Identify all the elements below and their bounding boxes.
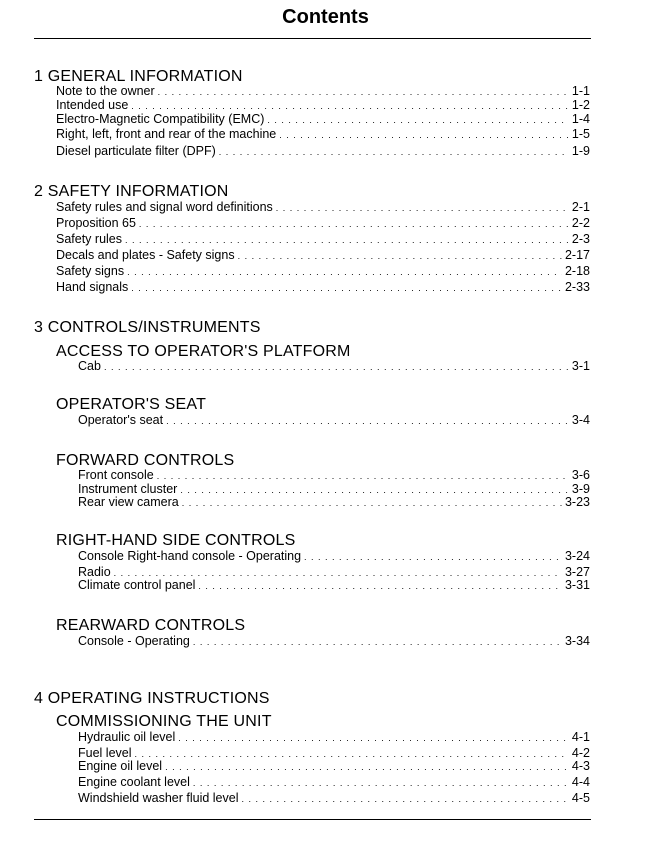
toc-entry[interactable] <box>78 634 590 650</box>
leader-dots <box>139 217 569 232</box>
top-rule <box>34 38 591 39</box>
toc-entry-label: Decals and plates - Safety signs <box>56 248 235 262</box>
toc-entry-page: 3-6 <box>571 468 590 482</box>
toc-entry-label: Electro-Magnetic Compatibility (EMC) <box>56 112 265 126</box>
leader-dots <box>127 265 562 280</box>
toc-entry-label: Diesel particulate filter (DPF) <box>56 144 216 158</box>
toc-entry[interactable] <box>56 280 590 296</box>
leader-dots <box>131 281 562 296</box>
subsection-heading-commissioning-the-unit[interactable]: COMMISSIONING THE UNIT <box>56 713 272 730</box>
leader-dots <box>178 731 569 746</box>
toc-entry-label: Fuel level <box>78 746 132 760</box>
leader-dots <box>304 550 562 565</box>
toc-entry-page: 3-31 <box>564 578 590 592</box>
toc-entry[interactable] <box>78 495 590 511</box>
toc-entry-label: Radio <box>78 565 111 579</box>
page-title: Contents <box>282 6 369 28</box>
toc-entry[interactable] <box>78 730 590 746</box>
section-heading-safety-information[interactable]: 2 SAFETY INFORMATION <box>34 183 229 200</box>
toc-entry-label: Instrument cluster <box>78 482 178 496</box>
toc-entry-label: Safety signs <box>56 264 125 278</box>
toc-entry-page: 2-18 <box>564 264 590 278</box>
toc-entry-label: Note to the owner <box>56 84 155 98</box>
toc-entry-label: Console - Operating <box>78 634 190 648</box>
toc-entry[interactable] <box>78 549 590 565</box>
bottom-rule <box>34 819 591 820</box>
section-heading-general-information[interactable]: 1 GENERAL INFORMATION <box>34 68 243 85</box>
toc-entry-page: 2-2 <box>571 216 590 230</box>
toc-entry-page: 4-3 <box>571 759 590 773</box>
toc-entry-page: 3-9 <box>571 482 590 496</box>
toc-entry-page: 2-3 <box>571 232 590 246</box>
leader-dots <box>238 249 562 264</box>
section-heading-controls-instruments[interactable]: 3 CONTROLS/INSTRUMENTS <box>34 319 261 336</box>
leader-dots <box>104 360 569 375</box>
toc-entry[interactable] <box>56 127 590 143</box>
toc-entry[interactable] <box>56 144 590 160</box>
toc-entry-page: 2-33 <box>564 280 590 294</box>
toc-entry-page: 1-9 <box>571 144 590 158</box>
toc-entry-page: 3-34 <box>564 634 590 648</box>
toc-entry-page: 4-2 <box>571 746 590 760</box>
toc-entry[interactable] <box>78 413 590 429</box>
toc-entry-label: Rear view camera <box>78 495 179 509</box>
toc-entry[interactable] <box>78 759 590 775</box>
subsection-heading-forward-controls[interactable]: FORWARD CONTROLS <box>56 452 235 469</box>
toc-entry-page: 3-1 <box>571 359 590 373</box>
leader-dots <box>279 128 569 143</box>
toc-entry[interactable] <box>78 775 590 791</box>
leader-dots <box>267 113 569 128</box>
toc-entry[interactable] <box>56 248 590 264</box>
toc-entry[interactable] <box>56 200 590 216</box>
leader-dots <box>125 233 569 248</box>
toc-entry-page: 2-1 <box>571 200 590 214</box>
toc-entry-page: 3-4 <box>571 413 590 427</box>
toc-entry[interactable] <box>78 578 590 594</box>
toc-entry-page: 2-17 <box>564 248 590 262</box>
toc-entry-label: Hand signals <box>56 280 129 294</box>
toc-entry-label: Front console <box>78 468 154 482</box>
toc-entry-label: Intended use <box>56 98 129 112</box>
toc-entry-label: Operator's seat <box>78 413 164 427</box>
toc-entry-label: Safety rules and signal word definitions <box>56 200 273 214</box>
toc-entry[interactable] <box>78 791 590 807</box>
toc-entry-label: Safety rules <box>56 232 123 246</box>
subsection-heading-right-hand-side-controls[interactable]: RIGHT-HAND SIDE CONTROLS <box>56 532 296 549</box>
toc-entry[interactable] <box>78 359 590 375</box>
subsection-heading-operators-seat[interactable]: OPERATOR'S SEAT <box>56 396 207 413</box>
toc-entry[interactable] <box>56 264 590 280</box>
toc-entry[interactable] <box>56 216 590 232</box>
subsection-heading-access[interactable]: ACCESS TO OPERATOR'S PLATFORM <box>56 343 351 360</box>
toc-entry-page: 1-1 <box>571 84 590 98</box>
leader-dots <box>182 496 562 511</box>
leader-dots <box>193 776 569 791</box>
toc-entry-label: Console Right-hand console - Operating <box>78 549 302 563</box>
leader-dots <box>219 145 569 160</box>
toc-entry-page: 4-4 <box>571 775 590 789</box>
subsection-heading-rearward-controls[interactable]: REARWARD CONTROLS <box>56 617 246 634</box>
toc-entry-label: Cab <box>78 359 101 373</box>
toc-entry-label: Right, left, front and rear of the machine <box>56 127 277 141</box>
toc-entry-page: 3-27 <box>564 565 590 579</box>
toc-entry-label: Hydraulic oil level <box>78 730 176 744</box>
section-heading-operating-instructions[interactable]: 4 OPERATING INSTRUCTIONS <box>34 690 270 707</box>
leader-dots <box>193 635 562 650</box>
toc-entry-label: Proposition 65 <box>56 216 136 230</box>
toc-entry-page: 4-1 <box>571 730 590 744</box>
toc-entry-label: Windshield washer fluid level <box>78 791 239 805</box>
toc-entry-label: Engine oil level <box>78 759 163 773</box>
toc-entry-label: Climate control panel <box>78 578 196 592</box>
toc-entry-page: 4-5 <box>571 791 590 805</box>
toc-entry[interactable] <box>56 112 590 128</box>
leader-dots <box>198 579 562 594</box>
toc-entry-page: 1-5 <box>571 127 590 141</box>
toc-entry-page: 1-2 <box>571 98 590 112</box>
toc-entry[interactable] <box>56 232 590 248</box>
leader-dots <box>242 792 569 807</box>
toc-entry-label: Engine coolant level <box>78 775 190 789</box>
leader-dots <box>276 201 569 216</box>
toc-entry-page: 3-24 <box>564 549 590 563</box>
toc-entry-page: 1-4 <box>571 112 590 126</box>
leader-dots <box>165 760 569 775</box>
leader-dots <box>166 414 569 429</box>
toc-entry-page: 3-23 <box>564 495 590 509</box>
